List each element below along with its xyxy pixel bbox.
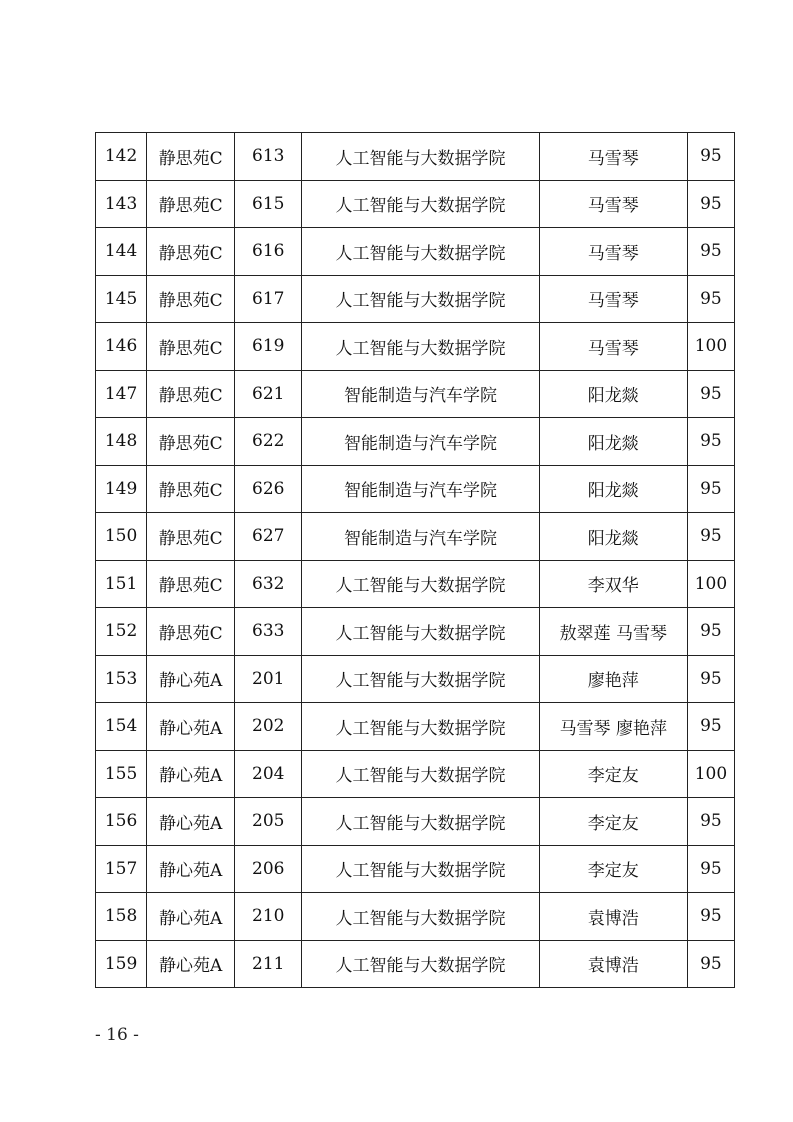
row-number-cell: 149: [96, 465, 147, 513]
row-number-cell: 150: [96, 513, 147, 561]
college-cell: 人工智能与大数据学院: [302, 893, 539, 941]
building-cell: 静心苑A: [147, 655, 235, 703]
table-row: [96, 703, 735, 751]
row-number-cell: 154: [96, 703, 147, 751]
teacher-cell: 李定友: [539, 750, 687, 798]
college-cell: 人工智能与大数据学院: [302, 275, 539, 323]
teacher-cell: 马雪琴: [539, 275, 687, 323]
row-number-cell: 159: [96, 940, 147, 988]
table-row: [96, 228, 735, 276]
college-cell: 智能制造与汽车学院: [302, 418, 539, 466]
building-cell: 静思苑C: [147, 323, 235, 371]
building-cell: 静心苑A: [147, 750, 235, 798]
college-cell: 人工智能与大数据学院: [302, 180, 539, 228]
building-cell: 静心苑A: [147, 798, 235, 846]
table-row: [96, 893, 735, 941]
college-cell: 人工智能与大数据学院: [302, 608, 539, 656]
row-number-cell: 152: [96, 608, 147, 656]
score-cell: 95: [687, 798, 734, 846]
teacher-cell: 阳龙燚: [539, 370, 687, 418]
row-number-cell: 155: [96, 750, 147, 798]
page-number: - 16 -: [95, 1025, 139, 1045]
room-cell: 202: [235, 703, 302, 751]
building-cell: 静心苑A: [147, 893, 235, 941]
teacher-cell: 袁博浩: [539, 893, 687, 941]
building-cell: 静思苑C: [147, 513, 235, 561]
teacher-cell: 李定友: [539, 845, 687, 893]
building-cell: 静思苑C: [147, 608, 235, 656]
row-number-cell: 146: [96, 323, 147, 371]
score-cell: 95: [687, 845, 734, 893]
row-number-cell: 142: [96, 133, 147, 181]
building-cell: 静思苑C: [147, 418, 235, 466]
college-cell: 智能制造与汽车学院: [302, 370, 539, 418]
score-cell: 95: [687, 703, 734, 751]
table-row: [96, 418, 735, 466]
teacher-cell: 阳龙燚: [539, 465, 687, 513]
teacher-cell: 敖翠莲 马雪琴: [539, 608, 687, 656]
college-cell: 人工智能与大数据学院: [302, 323, 539, 371]
table-row: [96, 513, 735, 561]
building-cell: 静思苑C: [147, 275, 235, 323]
building-cell: 静思苑C: [147, 560, 235, 608]
room-cell: 201: [235, 655, 302, 703]
row-number-cell: 148: [96, 418, 147, 466]
score-cell: 95: [687, 940, 734, 988]
teacher-cell: 李双华: [539, 560, 687, 608]
teacher-cell: 马雪琴: [539, 323, 687, 371]
table-row: [96, 275, 735, 323]
row-number-cell: 157: [96, 845, 147, 893]
score-cell: 95: [687, 513, 734, 561]
teacher-cell: 马雪琴 廖艳萍: [539, 703, 687, 751]
college-cell: 人工智能与大数据学院: [302, 798, 539, 846]
table-row: [96, 608, 735, 656]
table-row: [96, 180, 735, 228]
table-row: [96, 940, 735, 988]
building-cell: 静思苑C: [147, 180, 235, 228]
score-cell: 95: [687, 228, 734, 276]
row-number-cell: 144: [96, 228, 147, 276]
score-cell: 95: [687, 275, 734, 323]
college-cell: 人工智能与大数据学院: [302, 133, 539, 181]
row-number-cell: 158: [96, 893, 147, 941]
room-cell: 619: [235, 323, 302, 371]
room-cell: 626: [235, 465, 302, 513]
room-cell: 205: [235, 798, 302, 846]
room-cell: 617: [235, 275, 302, 323]
table-row: [96, 370, 735, 418]
teacher-cell: 阳龙燚: [539, 418, 687, 466]
teacher-cell: 李定友: [539, 798, 687, 846]
building-cell: 静思苑C: [147, 133, 235, 181]
room-cell: 613: [235, 133, 302, 181]
teacher-cell: 阳龙燚: [539, 513, 687, 561]
college-cell: 人工智能与大数据学院: [302, 655, 539, 703]
score-cell: 95: [687, 180, 734, 228]
college-cell: 人工智能与大数据学院: [302, 560, 539, 608]
building-cell: 静心苑A: [147, 845, 235, 893]
room-cell: 633: [235, 608, 302, 656]
table-row: [96, 560, 735, 608]
college-cell: 智能制造与汽车学院: [302, 513, 539, 561]
score-cell: 95: [687, 133, 734, 181]
score-cell: 95: [687, 465, 734, 513]
building-cell: 静思苑C: [147, 370, 235, 418]
table-row: [96, 845, 735, 893]
room-cell: 621: [235, 370, 302, 418]
row-number-cell: 143: [96, 180, 147, 228]
row-number-cell: 145: [96, 275, 147, 323]
row-number-cell: 147: [96, 370, 147, 418]
college-cell: 人工智能与大数据学院: [302, 750, 539, 798]
table-row: [96, 655, 735, 703]
room-cell: 622: [235, 418, 302, 466]
table-row: [96, 323, 735, 371]
room-cell: 627: [235, 513, 302, 561]
room-cell: 616: [235, 228, 302, 276]
score-cell: 100: [687, 750, 734, 798]
room-cell: 206: [235, 845, 302, 893]
building-cell: 静思苑C: [147, 228, 235, 276]
row-number-cell: 156: [96, 798, 147, 846]
college-cell: 人工智能与大数据学院: [302, 228, 539, 276]
college-cell: 人工智能与大数据学院: [302, 845, 539, 893]
score-cell: 100: [687, 323, 734, 371]
college-cell: 智能制造与汽车学院: [302, 465, 539, 513]
room-cell: 204: [235, 750, 302, 798]
room-cell: 210: [235, 893, 302, 941]
room-cell: 615: [235, 180, 302, 228]
table-row: [96, 133, 735, 181]
score-cell: 95: [687, 608, 734, 656]
table-body: [96, 133, 735, 988]
dormitory-score-table: [95, 132, 735, 988]
score-cell: 95: [687, 370, 734, 418]
building-cell: 静心苑A: [147, 703, 235, 751]
score-cell: 95: [687, 418, 734, 466]
college-cell: 人工智能与大数据学院: [302, 703, 539, 751]
teacher-cell: 马雪琴: [539, 133, 687, 181]
building-cell: 静心苑A: [147, 940, 235, 988]
room-cell: 632: [235, 560, 302, 608]
teacher-cell: 廖艳萍: [539, 655, 687, 703]
teacher-cell: 马雪琴: [539, 180, 687, 228]
teacher-cell: 袁博浩: [539, 940, 687, 988]
score-cell: 95: [687, 893, 734, 941]
table-row: [96, 798, 735, 846]
score-cell: 95: [687, 655, 734, 703]
teacher-cell: 马雪琴: [539, 228, 687, 276]
table-row: [96, 465, 735, 513]
room-cell: 211: [235, 940, 302, 988]
score-cell: 100: [687, 560, 734, 608]
building-cell: 静思苑C: [147, 465, 235, 513]
college-cell: 人工智能与大数据学院: [302, 940, 539, 988]
row-number-cell: 151: [96, 560, 147, 608]
row-number-cell: 153: [96, 655, 147, 703]
table-row: [96, 750, 735, 798]
